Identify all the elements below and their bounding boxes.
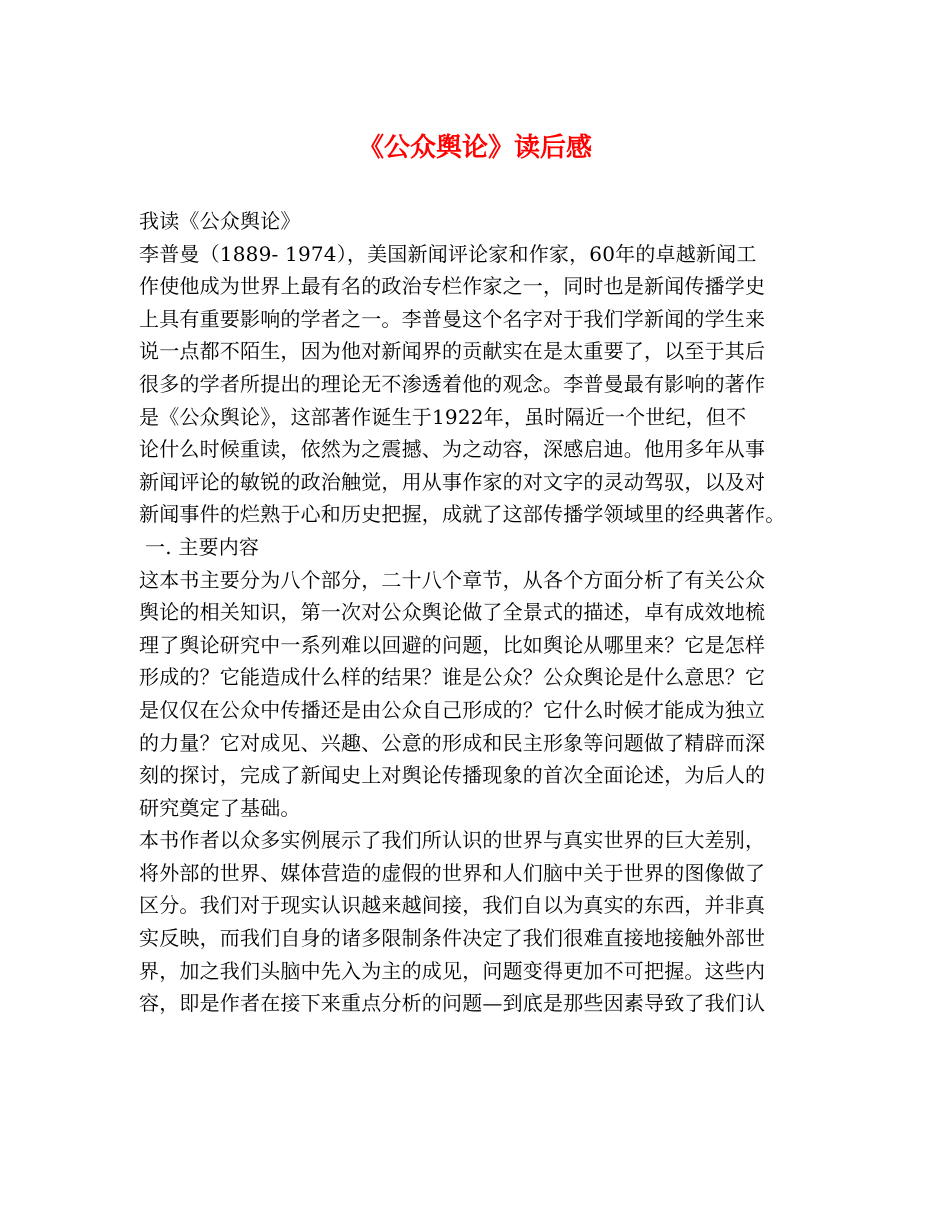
text-line: 区分。我们对于现实认识越来越间接，我们自以为真实的东西，并非真	[139, 893, 766, 918]
text-line: 作使他成为世界上最有名的政治专栏作家之一，同时也是新闻传播学史	[139, 274, 766, 299]
text-line: 刻的探讨，完成了新闻史上对舆论传播现象的首次全面论述，为后人的	[139, 763, 766, 788]
text-line: 的力量？它对成见、兴趣、公意的形成和民主形象等问题做了精辟而深	[139, 730, 766, 755]
text-line: 上具有重要影响的学者之一。李普曼这个名字对于我们学新闻的学生来	[139, 306, 766, 331]
text-line: 研究奠定了基础。	[139, 795, 301, 820]
document-title: 《公众舆论》读后感	[357, 133, 592, 163]
text-line: 这本书主要分为八个部分，二十八个章节，从各个方面分析了有关公众	[139, 567, 766, 592]
text-line: 实反映，而我们自身的诸多限制条件决定了我们很难直接地接触外部世	[139, 926, 766, 951]
document-body	[139, 205, 819, 1020]
text-line: 我读《公众舆论》	[139, 209, 301, 233]
text-line: 是《公众舆论》，这部著作诞生于1922年，虽时隔近一个世纪，但不	[139, 404, 747, 429]
text-line: 本书作者以众多实例展示了我们所认识的世界与真实世界的巨大差别，	[139, 828, 766, 853]
section-heading: 一. 主要内容	[145, 534, 260, 559]
text-line: 说一点都不陌生，因为他对新闻界的贡献实在是太重要了，以至于其后	[139, 339, 766, 364]
text-line: 很多的学者所提出的理论无不渗透着他的观念。李普曼最有影响的著作	[139, 371, 766, 396]
text-line: 新闻评论的敏锐的政治触觉，用从事作家的对文字的灵动驾驭，以及对	[139, 469, 766, 494]
text-line: 舆论的相关知识，第一次对公众舆论做了全景式的描述，卓有成效地梳	[139, 600, 766, 625]
text-line: 论什么时候重读，依然为之震撼、为之动容，深感启迪。他用多年从事	[139, 437, 766, 462]
text-line: 容，即是作者在接下来重点分析的问题—到底是那些因素导致了我们认	[139, 991, 766, 1016]
text-line: 李普曼（1889- 1974），美国新闻评论家和作家，60年的卓越新闻工	[139, 241, 757, 266]
text-line: 界，加之我们头脑中先入为主的成见，问题变得更加不可把握。这些内	[139, 958, 766, 983]
text-line: 形成的？它能造成什么样的结果？谁是公众？公众舆论是什么意思？它	[139, 665, 766, 690]
text-line: 将外部的世界、媒体营造的虚假的世界和人们脑中关于世界的图像做了	[139, 860, 766, 885]
text-line: 理了舆论研究中一系列难以回避的问题，比如舆论从哪里来？它是怎样	[139, 632, 766, 657]
text-line: 新闻事件的烂熟于心和历史把握，成就了这部传播学领域里的经典著作。	[139, 502, 786, 527]
text-line: 是仅仅在公众中传播还是由公众自己形成的？它什么时候才能成为独立	[139, 697, 766, 722]
